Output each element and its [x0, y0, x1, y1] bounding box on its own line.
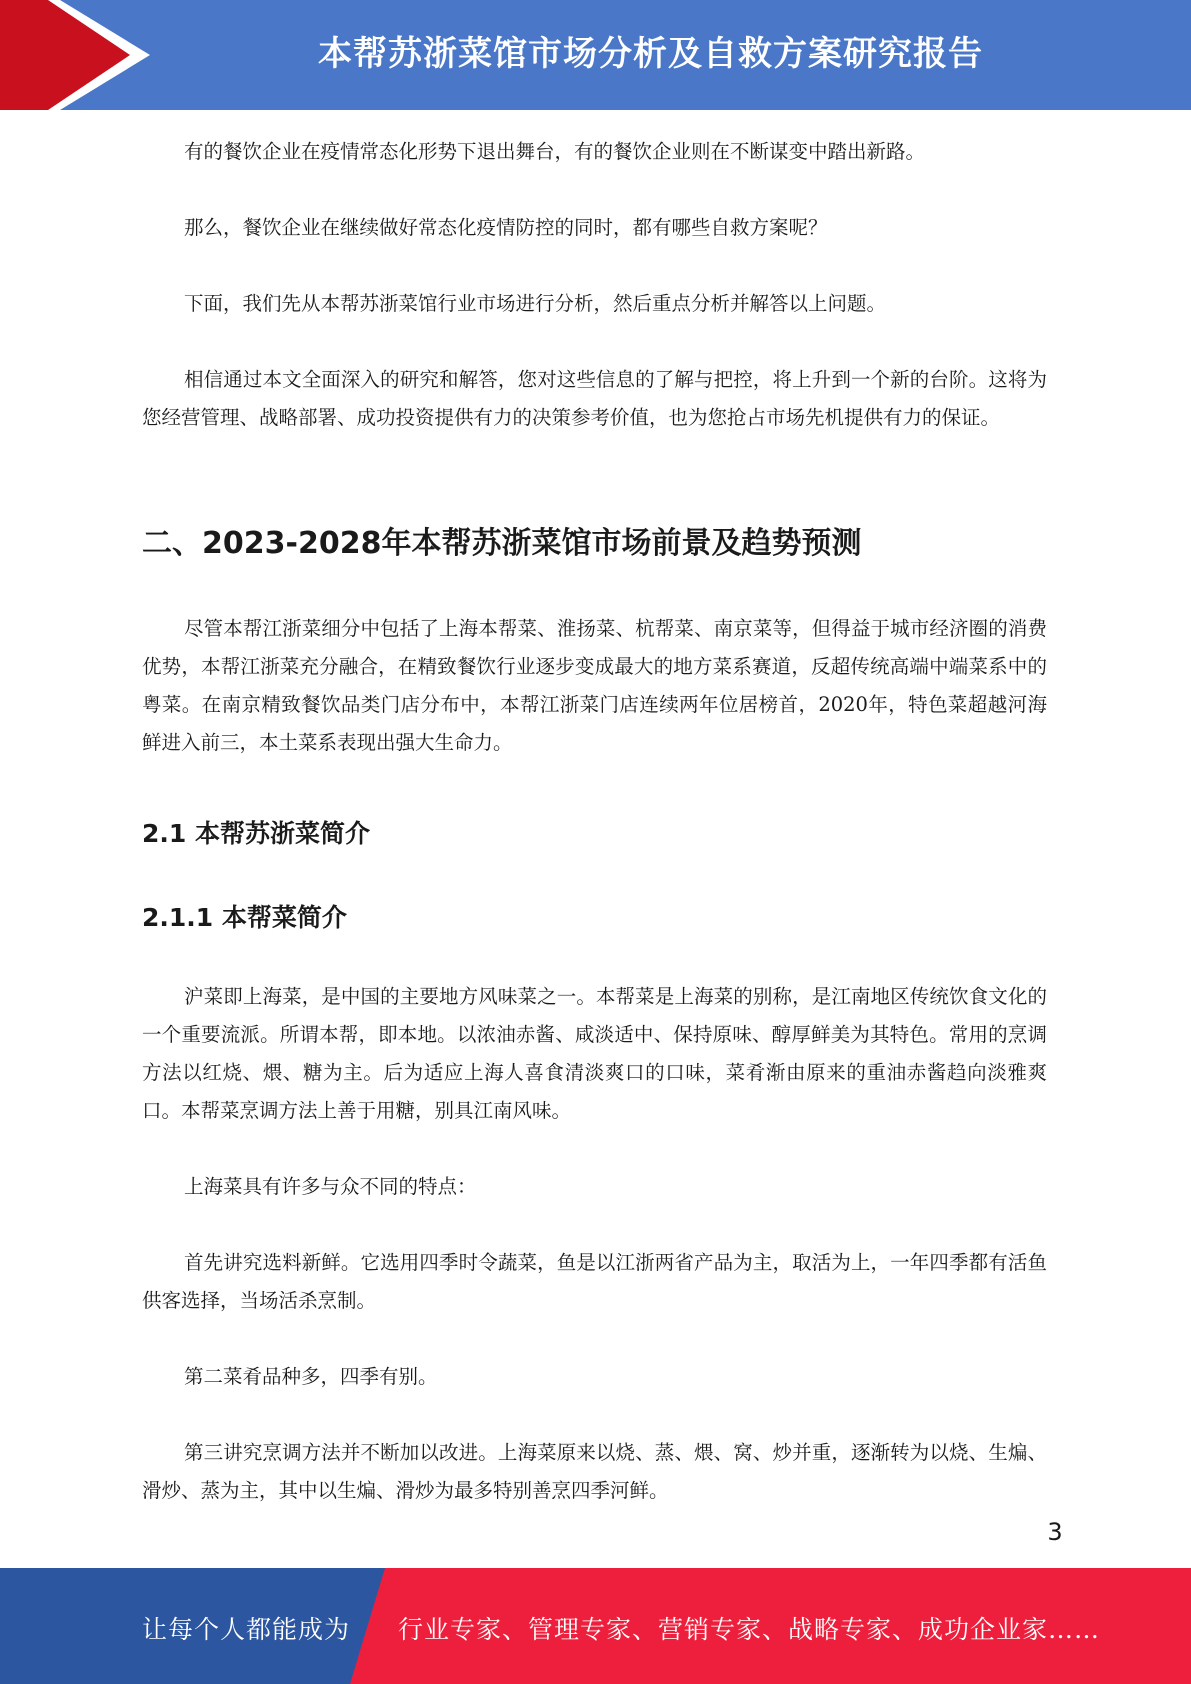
paragraph: 第三讲究烹调方法并不断加以改进。上海菜原来以烧、蒸、煨、窝、炒并重，逐渐转为以烧、生煸、滑炒、蒸为主，其中以生煸、滑炒为最多特别善烹四季河鲜。	[142, 1441, 1047, 1502]
page-header	[0, 0, 1191, 110]
section-heading: 二、2023-2028年本帮苏浙菜馆市场前景及趋势预测	[142, 526, 862, 561]
footer-slogan-right: 行业专家、管理专家、营销专家、战略专家、成功企业家……	[398, 1615, 1101, 1644]
paragraph: 沪菜即上海菜，是中国的主要地方风味菜之一。本帮菜是上海菜的别称，是江南地区传统饮食文化的一个重要流派。所谓本帮，即本地。以浓油赤酱、咸淡适中、保持原味、醇厚鲜美为其特色。常用的烹调方法以红烧、煨、糖为主。后为适应上海人喜食清淡爽口的口味，菜肴渐由原来的重油赤酱趋向淡雅爽口。本帮菜烹调方法上善于用糖，别具江南风味。	[142, 985, 1047, 1122]
paragraph: 上海菜具有许多与众不同的特点：	[184, 1175, 477, 1198]
paragraph: 有的餐饮企业在疫情常态化形势下退出舞台，有的餐饮企业则在不断谋变中踏出新路。	[184, 140, 926, 163]
paragraph: 那么，餐饮企业在继续做好常态化疫情防控的同时，都有哪些自救方案呢？	[184, 216, 828, 239]
page-number: 3	[1047, 1518, 1063, 1546]
footer-slogan-left: 让每个人都能成为	[142, 1615, 351, 1644]
subsection-heading: 2.1.1 本帮菜简介	[142, 903, 347, 932]
paragraph: 第二菜肴品种多，四季有别。	[184, 1365, 438, 1388]
paragraph: 首先讲究选料新鲜。它选用四季时令蔬菜，鱼是以江浙两省产品为主，取活为上，一年四季都有活鱼供客选择，当场活杀烹制。	[142, 1251, 1047, 1312]
paragraph: 尽管本帮江浙菜细分中包括了上海本帮菜、淮扬菜、杭帮菜、南京菜等，但得益于城市经济圈的消费优势，本帮江浙菜充分融合，在精致餐饮行业逐步变成最大的地方菜系赛道，反超传统高端中端菜系中的粤菜。在南京精致餐饮品类门店分布中，本帮江浙菜门店连续两年位居榜首，2020年，特色菜超越河海鲜进入前三，本土菜系表现出强大生命力。	[142, 617, 1047, 754]
paragraph: 下面，我们先从本帮苏浙菜馆行业市场进行分析，然后重点分析并解答以上问题。	[184, 292, 887, 315]
subsection-heading: 2.1 本帮苏浙菜简介	[142, 819, 370, 848]
paragraph: 相信通过本文全面深入的研究和解答，您对这些信息的了解与把控，将上升到一个新的台阶。这将为您经营管理、战略部署、成功投资提供有力的决策参考价值，也为您抢占市场先机提供有力的保证。	[142, 368, 1047, 429]
report-title: 本帮苏浙菜馆市场分析及自救方案研究报告	[318, 34, 983, 74]
page-footer	[0, 1568, 1191, 1684]
